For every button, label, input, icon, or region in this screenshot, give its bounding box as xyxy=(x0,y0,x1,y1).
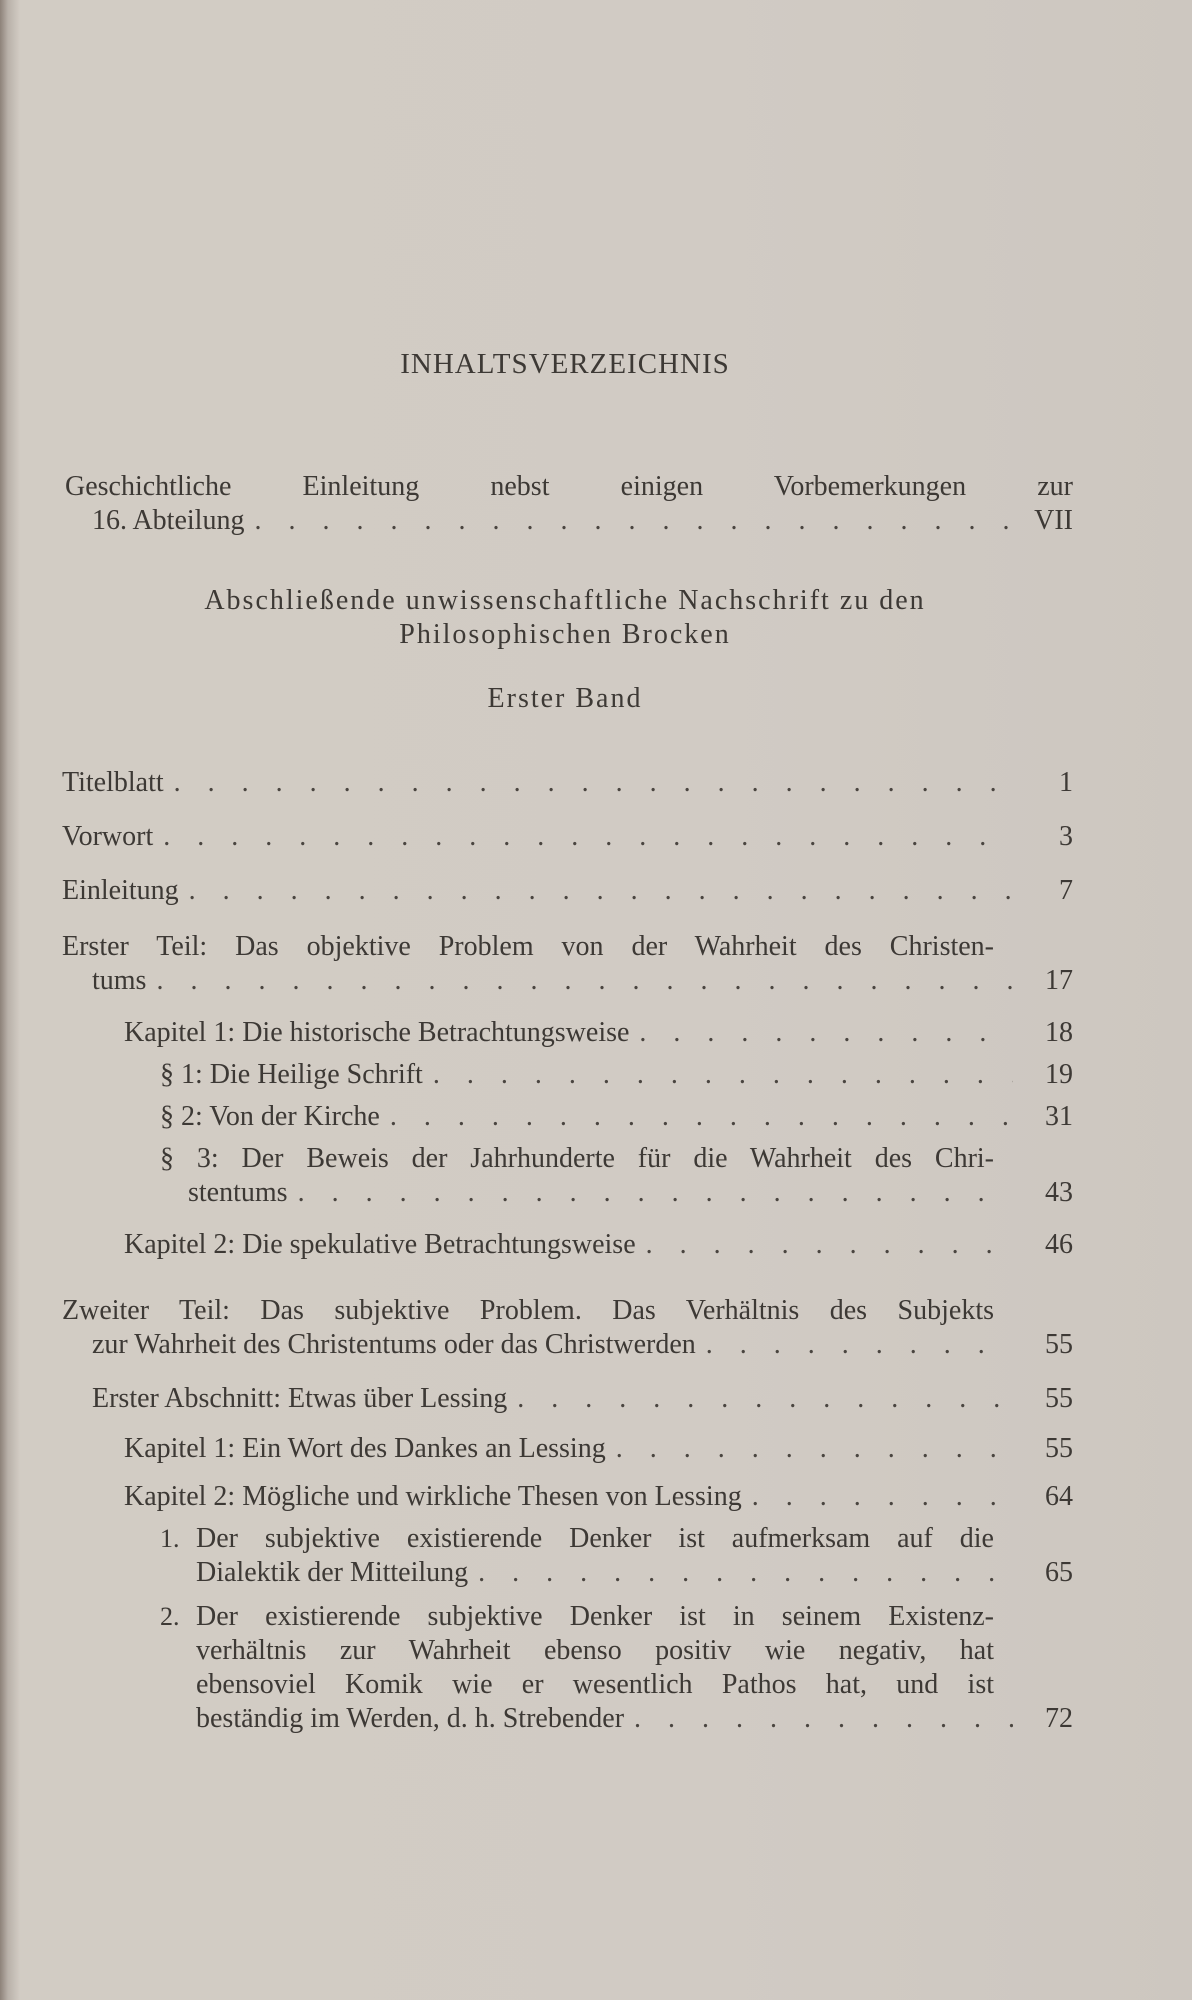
toc-entry-label: Kapitel 2: Die spekulative Betrachtungsweise xyxy=(124,1229,636,1260)
toc-page-number: 46 xyxy=(1045,1229,1073,1260)
toc-entry-intro-line1: Geschichtliche Einleitung nebst einigen Vorbemerkungen zur xyxy=(65,471,1073,502)
toc-entry-paragraph2 xyxy=(160,1100,1073,1134)
toc-entry-label: § 1: Die Heilige Schrift xyxy=(160,1059,423,1090)
toc-entry-label: Einleitung xyxy=(62,875,179,906)
leader-dots xyxy=(433,1058,1013,1092)
toc-entry-titelblatt xyxy=(62,766,1073,800)
toc-entry-intro-line2 xyxy=(92,504,1073,538)
toc-page-number: 18 xyxy=(1045,1017,1073,1048)
leader-dots xyxy=(616,1432,1013,1466)
toc-entry-teil1-line2 xyxy=(92,964,1073,998)
work-title-line1: Abschließende unwissenschaftliche Nachschrift zu den xyxy=(204,585,926,616)
toc-entry-lessing-kapitel1 xyxy=(124,1432,1073,1466)
toc-entry-paragraph1 xyxy=(160,1058,1073,1092)
toc-entry-these2-line1: Der existierende subjektive Denker ist in seinem Existenz- xyxy=(196,1601,994,1632)
work-title-line2: Philosophischen Brocken xyxy=(399,619,731,650)
toc-entry-label: zur Wahrheit des Christentums oder das Christwerden xyxy=(92,1329,696,1360)
leader-dots xyxy=(639,1016,1013,1050)
toc-entry-kapitel1 xyxy=(124,1016,1073,1050)
toc-entry-label: Vorwort xyxy=(62,821,154,852)
toc-entry-einleitung xyxy=(62,874,1073,908)
toc-page-number: 72 xyxy=(1045,1703,1073,1734)
toc-page-number: 55 xyxy=(1045,1383,1073,1414)
toc-page-number: 64 xyxy=(1045,1481,1073,1512)
leader-dots xyxy=(646,1228,1013,1262)
toc-entry-teil2-line1: Zweiter Teil: Das subjektive Problem. Das Verhältnis des Subjekts xyxy=(62,1295,994,1326)
toc-entry-vorwort xyxy=(62,820,1073,854)
leader-dots xyxy=(390,1100,1013,1134)
toc-page-number: 1 xyxy=(1059,767,1073,798)
toc-page-number: 43 xyxy=(1045,1177,1073,1208)
leader-dots xyxy=(156,964,1013,998)
toc-page-number: 17 xyxy=(1045,965,1073,996)
toc-page-number: 55 xyxy=(1045,1329,1073,1360)
leader-dots xyxy=(174,766,1013,800)
toc-entry-intro xyxy=(65,470,1073,504)
toc-entry-label: Kapitel 1: Die historische Betrachtungsweise xyxy=(124,1017,630,1048)
leader-dots xyxy=(189,874,1013,908)
toc-entry-label: 16. Abteilung xyxy=(92,505,245,536)
leader-dots xyxy=(298,1176,1013,1210)
toc-page-number: 7 xyxy=(1059,875,1073,906)
toc-entry-abschnitt1 xyxy=(92,1382,1073,1416)
these1-number: 1. xyxy=(160,1524,180,1553)
toc-entry-label: Erster Abschnitt: Etwas über Lessing xyxy=(92,1383,508,1414)
toc-page-number: VII xyxy=(1034,505,1073,536)
leader-dots xyxy=(634,1702,1013,1736)
toc-entry-these2-line2: verhältnis zur Wahrheit ebenso positiv wie negativ, hat xyxy=(196,1635,994,1666)
toc-entry-kapitel2 xyxy=(124,1228,1073,1262)
toc-entry-these2-line3: ebensoviel Komik wie er wesentlich Pathos hat, und ist xyxy=(196,1669,994,1700)
these2-number: 2. xyxy=(160,1602,180,1631)
leader-dots xyxy=(517,1382,1013,1416)
toc-entry-label: beständig im Werden, d. h. Strebender xyxy=(196,1703,625,1734)
page-title: INHALTSVERZEICHNIS xyxy=(400,348,730,380)
toc-page-number: 31 xyxy=(1045,1101,1073,1132)
leader-dots xyxy=(706,1328,1013,1362)
toc-entry-label: Dialektik der Mitteilung xyxy=(196,1557,469,1588)
toc-entry-label: Kapitel 1: Ein Wort des Dankes an Lessing xyxy=(124,1433,606,1464)
toc-entry-paragraph3-line2 xyxy=(188,1176,1073,1210)
toc-page-number: 55 xyxy=(1045,1433,1073,1464)
leader-dots xyxy=(478,1556,1013,1590)
toc-entry-these2-line4 xyxy=(196,1702,1073,1736)
volume-title: Erster Band xyxy=(487,683,643,714)
toc-entry-lessing-kapitel2 xyxy=(124,1480,1073,1514)
toc-entry-these1-line2 xyxy=(196,1556,1073,1590)
toc-entry-label: Titelblatt xyxy=(62,767,164,798)
leader-dots xyxy=(254,504,1013,538)
toc-entry-label: tums xyxy=(92,965,147,996)
toc-entry-teil1-line1: Erster Teil: Das objektive Problem von der Wahrheit des Christen- xyxy=(62,931,994,962)
toc-entry-label: stentums xyxy=(188,1177,288,1208)
toc-page-number: 3 xyxy=(1059,821,1073,852)
leader-dots xyxy=(163,820,1013,854)
toc-entry-paragraph3-line1: § 3: Der Beweis der Jahrhunderte für die Wahrheit des Chri- xyxy=(160,1143,994,1174)
toc-entry-label: Kapitel 2: Mögliche und wirkliche Thesen von Lessing xyxy=(124,1481,742,1512)
leader-dots xyxy=(752,1480,1013,1514)
toc-entry-these1-line1: Der subjektive existierende Denker ist aufmerksam auf die xyxy=(196,1523,994,1554)
toc-entry-label: § 2: Von der Kirche xyxy=(160,1101,380,1132)
toc-page-number: 65 xyxy=(1045,1557,1073,1588)
toc-page-number: 19 xyxy=(1045,1059,1073,1090)
toc-entry-teil2-line2 xyxy=(92,1328,1073,1362)
